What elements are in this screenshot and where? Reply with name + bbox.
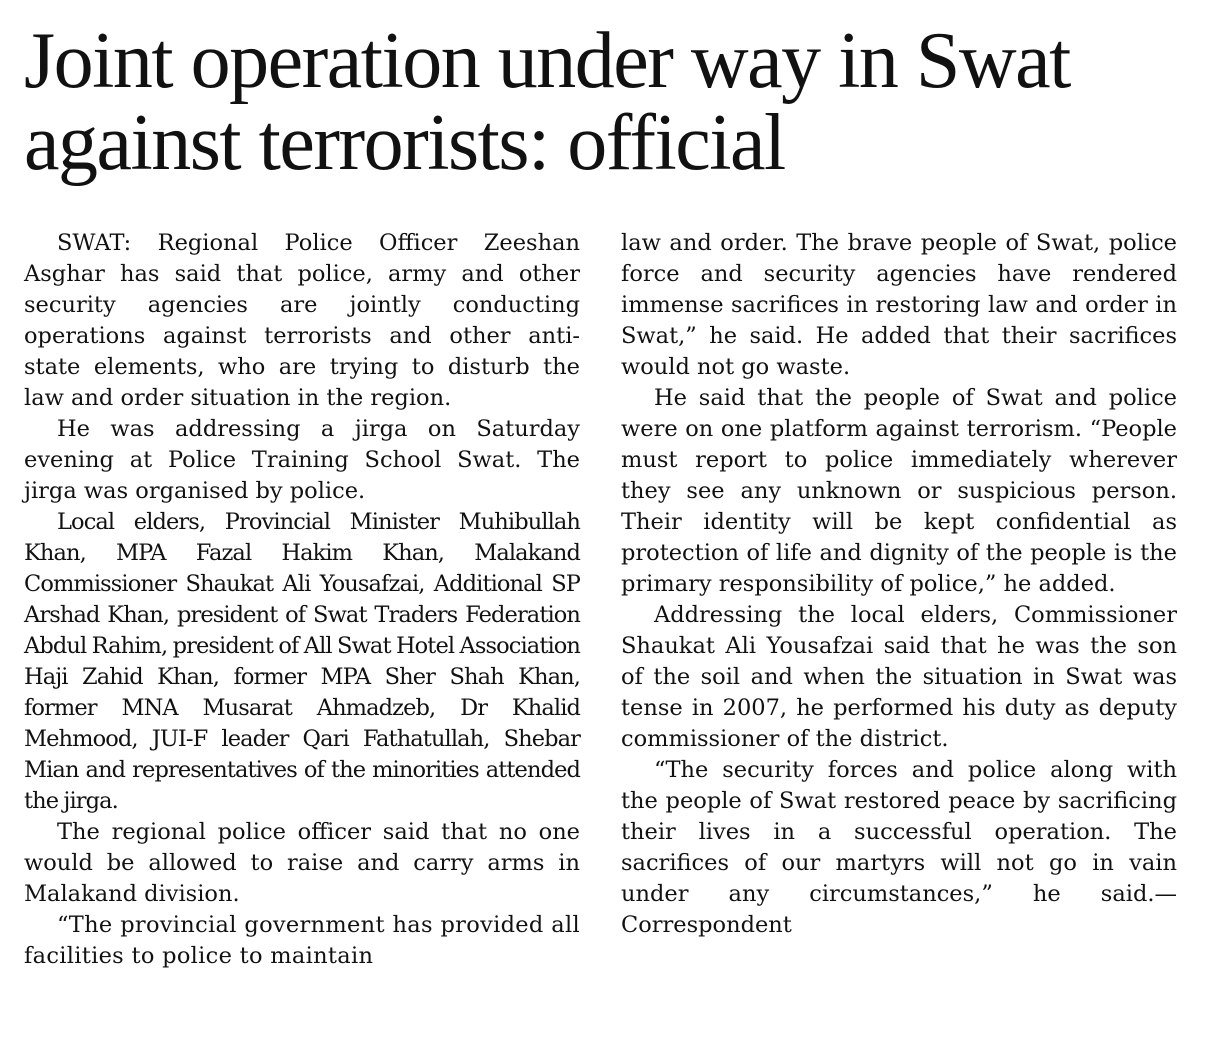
article-column-left (24, 228, 580, 972)
paragraph-platform: He said that the people of Swat and police were on one platform against terrorism. “People must report to police immediately wherever they see any unknown or suspicious person. Their identity will be kept confidential as protection of life and dignity of the people is the primary responsibility of police,” he added. (621, 385, 1177, 597)
paragraph-jirga: He was addressing a jirga on Saturday evening at Police Training School Swat. The jirga was organised by police. (24, 416, 580, 504)
paragraph-attendees: Local elders, Provincial Minister Muhibullah Khan, MPA Fazal Hakim Khan, Malakand Commissioner Shaukat Ali Yousafzai, Additional SP Arshad Khan, president of Swat Traders Federation Abdul Rahim, president of All Swat Hotel Association Haji Zahid Khan, former MPA Sher Shah Khan, former MNA Musarat Ahmadzeb, Dr Khalid Mehmood, JUI-F leader Qari Fathatullah, Shebar Mian and representatives of the minorities attended the jirga. (24, 509, 580, 814)
paragraph-quote-continued: law and order. The brave people of Swat, police force and security agencies have rendered immense sacrifices in restoring law and order in Swat,” he said. He added that their sacrifices would not go waste. (621, 230, 1177, 380)
paragraph-dateline: SWAT: Regional Police Officer Zeeshan Asghar has said that police, army and other security agencies are jointly conducting operations against terrorists and other anti-state elements, who are trying to disturb the law and order situation in the region. (24, 230, 580, 411)
paragraph-arms: The regional police officer said that no one would be allowed to raise and carry arms in Malakand division. (24, 819, 580, 907)
paragraph-commissioner: Addressing the local elders, Commissioner Shaukat Ali Yousafzai said that he was the son of the soil and when the situation in Swat was tense in 2007, he performed his duty as deputy commissioner of the district. (621, 602, 1177, 752)
article-column-right (621, 228, 1177, 941)
paragraph-quote-start: “The provincial government has provided all facilities to police to maintain (24, 912, 580, 969)
headline: Joint operation under way in Swat against terrorists: official (24, 17, 1070, 187)
paragraph-closing-quote: “The security forces and police along with the people of Swat restored peace by sacrificing their lives in a successful operation. The sacrifices of our martyrs will not go in vain under any circumstances,” he said.—Correspondent (621, 757, 1177, 938)
